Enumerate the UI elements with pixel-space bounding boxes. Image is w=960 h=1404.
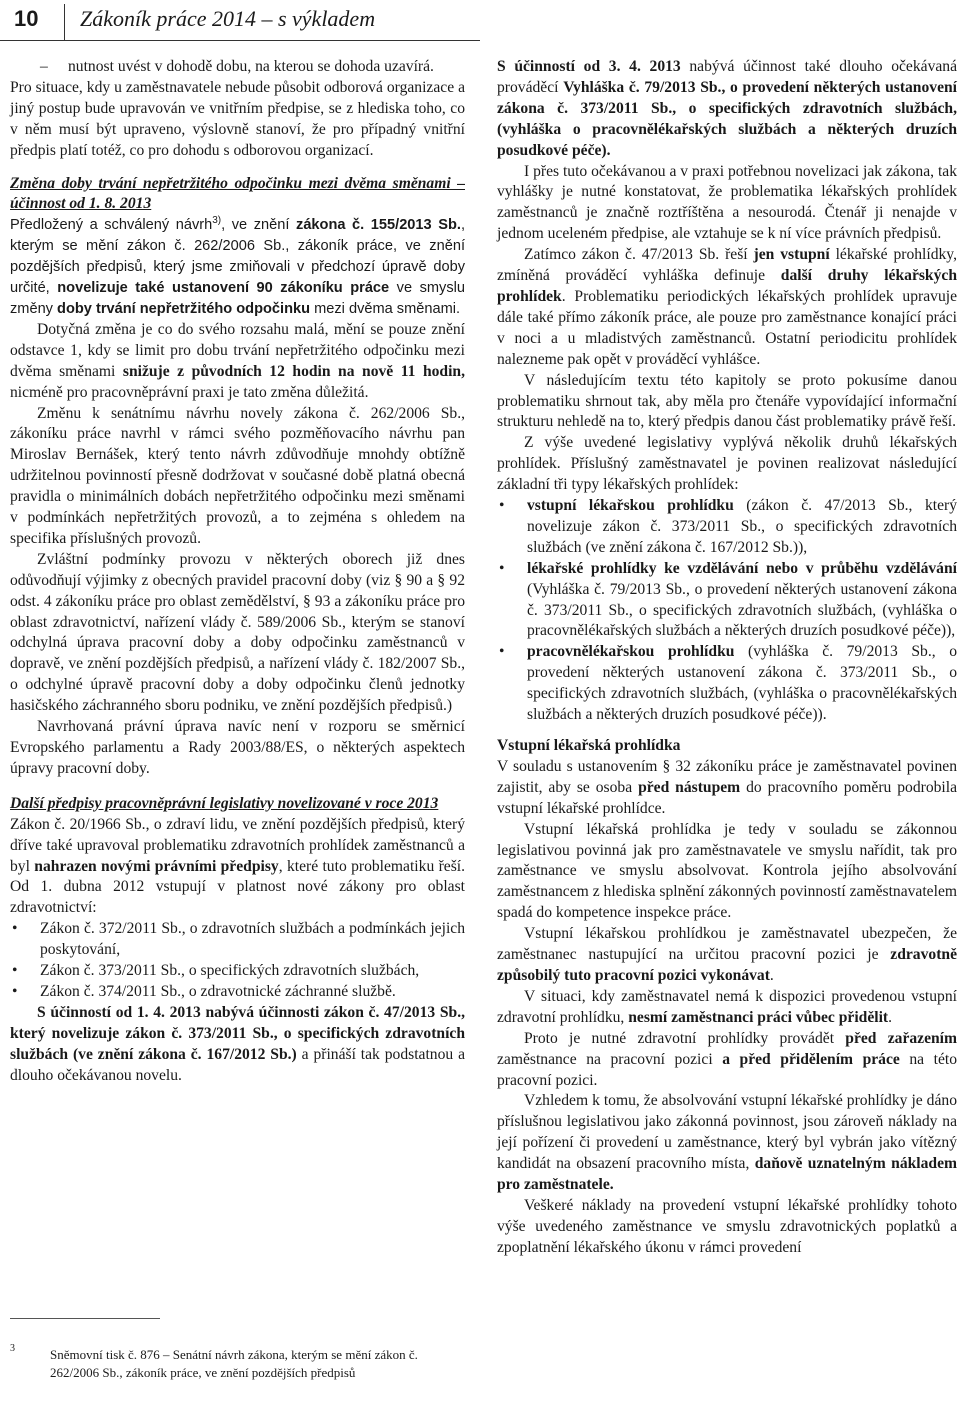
paragraph: Zatímco zákon č. 47/2013 Sb. řeší jen vstupní lékařské prohlídky, zmíněná prováděcí vyhláška definuje další druhy lékařských prohlídek. Problematiku periodických lékařských prohlídek upravuje dále také přímo zákoník práce, ale pouze pro zaměstnance konající práci v noci a u mladistvých zaměstnanců. Ostatní periodicitu prohlídek nalezneme pak opět v prováděcí vyhlášce. (497, 246, 957, 368)
header-rule (0, 40, 480, 41)
dash-list-item: – nutnost uvést v dohodě dobu, na kterou se dohoda uzavírá. (10, 57, 465, 78)
list-item: • Zákon č. 372/2011 Sb., o zdravotních službách a podmínkách jejich poskytování, (12, 920, 465, 959)
paragraph: I přes tuto očekávanou a v praxi potřebnou novelizaci jak zákona, tak vyhlášky je nutné konstatovat, že problematika lékařských prohlídek zaměstnanců je značně roztříštěna a nesourodá. Čtenář ji nenajde v jednom uceleném předpise, ale vztahuje se k ní více právních předpisů. (497, 162, 957, 243)
list-item: • vstupní lékařskou prohlídku (zákon č. 47/2013 Sb., který novelizuje zákon č. 373/2011 Sb., o specifických zdravotních službách (ve znění zákona č. 167/2012 Sb.)), (499, 497, 957, 556)
section-heading: Změna doby trvání nepřetržitého odpočinku mezi dvěma směnami – účinnost od 1. 8. 2013 (10, 174, 465, 213)
section-heading: Další předpisy pracovněprávní legislativy novelizované v roce 2013 (10, 794, 439, 812)
paragraph: S účinností od 1. 4. 2013 nabývá účinnosti zákon č. 47/2013 Sb., který novelizuje zákon č. 373/2011 Sb., o specifických zdravotních službách (ve znění zákona č. 167/2012 Sb.) a přináší tak podstatnou a dlouho očekávanou novelu. (10, 1003, 466, 1084)
footnote-text: Sněmovní tisk č. 876 – Senátní návrh zákona, kterým se mění zákon č. 262/2006 Sb., zákoník práce, ve znění pozdějších předpisů (50, 1347, 418, 1380)
paragraph: V následujícím textu této kapitoly se proto pokusíme danou problematiku shrnout tak, aby měla pro čtenáře vypovídající informační strukturu nehledě na to, který předpis danou část problematiky právě řeší. (497, 371, 957, 431)
paragraph: V situaci, kdy zaměstnavatel nemá k dispozici provedenou vstupní zdravotní prohlídku, nesmí zaměstnanci práci vůbec přidělit. (497, 987, 957, 1026)
left-column (10, 57, 465, 1087)
paragraph: Pro situace, kdy u zaměstnavatele nebude působit odborová organizace a jiný postup bude upravován ve vnitřním předpise, se z hlediska toho, co v něm musí být upraveno, výslovně stanoví, že pro případný vnitřní předpis platí totéž, co pro dohodu s odborovou organizací. (10, 78, 465, 159)
list-item: • pracovnělékařskou prohlídku (vyhláška č. 79/2013 Sb., o provedení některých ustanovení zákona č. 373/2011 Sb., o specifických zdravotních službách, (vyhláška o pracovnělékařských službách a některých druzích posudkové péče)). (499, 643, 957, 724)
running-title: Zákoník práce 2014 – s výkladem (80, 6, 376, 31)
paragraph: Veškeré náklady na provedení vstupní lékařské prohlídky tohoto výše uvedeného zaměstnance ve smyslu zdravotnických poplatků a zpoplatnění lékařského úkonu v rámci provedení (497, 1196, 957, 1256)
law-list (10, 919, 465, 1003)
footnote-ref[interactable]: 3) (212, 215, 222, 227)
footnote (10, 1343, 470, 1382)
page-header (0, 0, 960, 46)
paragraph: Předložený a schválený návrh$^{3)}$, ve znění zákona č. 155/2013 Sb., kterým se mění zákon č. 262/2006 Sb., zákoník práce, ve znění pozdějších předpisů, který jsme zmiňovali v předchozí úpravě doby určité, novelizuje také ustanovení 90 zákoníku práce ve smyslu změny doby trvání nepřetržitého odpočinku mezi dvěma směnami. (10, 215, 465, 317)
list-item: • Zákon č. 374/2011 Sb., o zdravotnické záchranné službě. (12, 982, 396, 1000)
paragraph: Zákon č. 20/1966 Sb., o zdraví lidu, ve znění pozdějších předpisů, který dříve také upravoval problematiku zdravotních prohlídek zaměstnanců a byl nahrazen novými právními předpisy, které tuto problematiku řeší. Od 1. dubna 2012 vstupují v platnost nové zákony pro oblast zdravotnictví: (10, 815, 466, 917)
paragraph: Vstupní lékařskou prohlídkou je zaměstnavatel ubezpečen, že zaměstnanec nastupující na určitou pracovní pozici je zdravotně způsobilý tuto pracovní pozici vykonávat. (497, 925, 957, 984)
footnote-mark: 3 (10, 1343, 15, 1354)
paragraph: Navrhovaná právní úprava navíc není v rozporu se směrnicí Evropského parlamentu a Rady 2003/88/ES, o některých aspektech úpravy pracovní doby. (10, 718, 465, 777)
paragraph: S účinností od 3. 4. 2013 nabývá účinnost také dlouho očekávaná prováděcí Vyhláška č. 79/2013 Sb., o provedení některých ustanovení zákona č. 373/2011 Sb., o specifických zdravotních službách, (vyhláška o pracovnělékařských službách a některých druzích posudkové péče). (497, 58, 958, 159)
section-heading: Vstupní lékařská prohlídka (497, 737, 681, 754)
list-item: • lékařské prohlídky ke vzdělávání nebo v průběhu vzdělávání (Vyhláška č. 79/2013 Sb., o provedení některých ustanovení zákona č. 373/2011 Sb., o specifických zdravotních službách, (vyhláška o pracovnělékařských službách a některých druzích posudkové péče)), (499, 559, 957, 640)
page-number: 10 (14, 6, 39, 31)
paragraph: Vzhledem k tomu, že absolvování vstupní lékařské prohlídky je dáno příslušnou legislativou jako zákonná povinnost, jsou zároveň náklady na její pořízení či provedení u zaměstnance, který byl vybrán jako vítězný kandidát na obsazení pracovního místa, daňově uznatelným nákladem pro zaměstnatele. (497, 1092, 958, 1194)
paragraph: Změnu k senátnímu návrhu novely zákona č. 262/2006 Sb., zákoníku práce navrhl v rámci svého pozměňovacího návrhu pan Miroslav Bernášek, který tento návrh zdůvodňuje mnohdy obtížně udržitelnou povinností přesně dodržovat v současné době platná obecná pravidla o minimálních dobách nepřetržitého odpočinku mezi směnami v podmínkách nepřetržitých provozů, a to zejména s ohledem na specifika příslušných provozů. (10, 404, 465, 547)
header-divider (64, 4, 65, 40)
footnote-rule (10, 1318, 160, 1319)
paragraph: Z výše uvedené legislativy vyplývá několik druhů lékařských prohlídek. Příslušný zaměstnavatel je povinen realizovat následující základní tři typy lékařských prohlídek: (497, 434, 957, 494)
paragraph: Proto je nutné zdravotní prohlídky provádět před zařazením zaměstnance na pracovní pozici a před přidělením práce na této pracovní pozici. (497, 1029, 957, 1089)
checkup-types-list (497, 496, 957, 726)
paragraph: Vstupní lékařská prohlídka je tedy v souladu se zákonnou legislativou povinná jak pro zaměstnavatele ve smyslu nařídit, tak pro zaměstnance ve smyslu absolvovat. Kontrola jejího absolvování zaměstnancem z hlediska splnění zákonných povinností zaměstnavatelem spadá do kompetence inspekce práce. (497, 820, 957, 922)
list-item: • Zákon č. 373/2011 Sb., o specifických zdravotních službách, (12, 962, 420, 980)
paragraph: Zvláštní podmínky provozu v některých oborech již dnes odůvodňují výjimky z obecných pravidel pracovní doby (viz § 90 a § 92 odst. 4 zákoníku práce pro oblast zemědělství, § 93 a zákoníku práce pro oblast zdravotnictví, nařízení vlády č. 589/2006 Sb., kterým se stanoví odchylná úprava pracovní doby a doby odpočinku zaměstnanců v dopravě, ve znění pozdějších předpisů, a nařízení vlády č. 182/2007 Sb., o odchylné úpravě pracovní doby a doby odpočinku členů jednotky hasičského záchranného sboru podniku, ve znění pozdějších předpisů.) (10, 550, 465, 715)
paragraph: Dotyčná změna je co do svého rozsahu malá, mění se pouze znění odstavce 1, kdy se limit pro dobu trvání nepřetržitého odpočinku mezi dvěma směnami snižuje z původních 12 hodin na nově 11 hodin, nicméně pro pracovněprávní praxi je tato změna důležitá. (10, 320, 465, 401)
dash-bullet: – (40, 58, 48, 75)
paragraph: V souladu s ustanovením § 32 zákoníku práce je zaměstnavatel povinen zajistit, aby se osoba před nástupem do pracovního poměru podrobila vstupní lékařské prohlídce. (497, 757, 958, 817)
right-column (497, 57, 957, 1259)
